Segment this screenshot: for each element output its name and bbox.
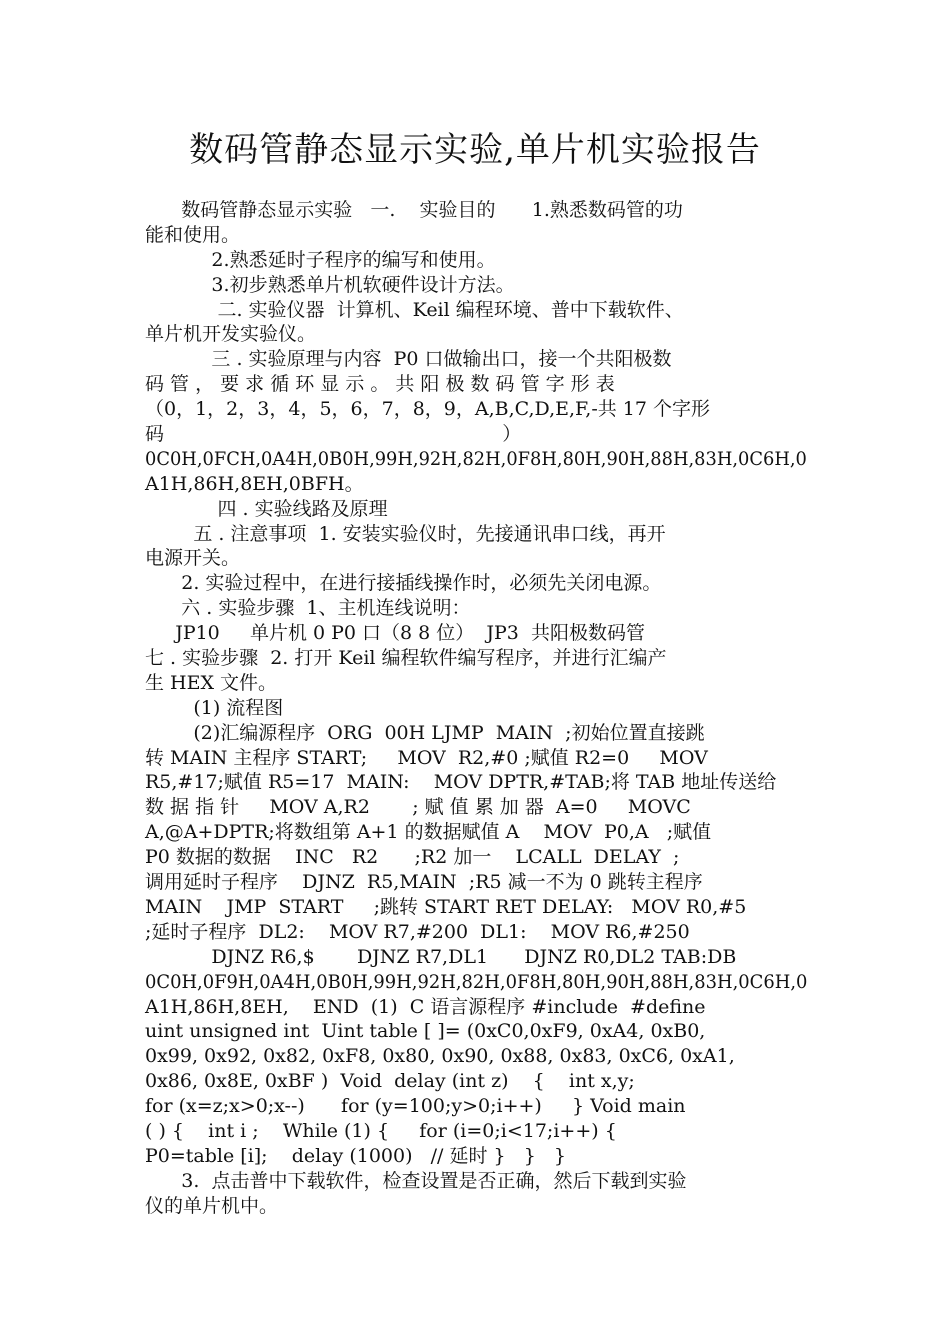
body-line: 数 据 指 针 MOV A,R2 ; 赋 值 累 加 器 A=0 MOVC (145, 796, 691, 819)
body-line: 2. 实验过程中，在进行接插线操作时，必须先关闭电源。 (145, 572, 662, 595)
body-line: A1H,86H,8EH, END (1) C 语言源程序 #include #define (145, 995, 706, 1018)
body-line: 仪的单片机中。 (145, 1194, 279, 1217)
body-line: 四 . 实验线路及原理 (145, 497, 388, 520)
body-line: A,@A+DPTR;将数组第 A+1 的数据赋值 A MOV P0,A ;赋值 (145, 821, 712, 844)
body-line: 2.熟悉延时子程序的编写和使用。 (145, 248, 496, 271)
body-line: A1H,86H,8EH,0BFH。 (145, 472, 364, 495)
body-line: (2)汇编源程序 ORG 00H LJMP MAIN ;初始位置直接跳 (145, 721, 705, 744)
body-line: 码 ） (145, 423, 522, 446)
body-line: 调用延时子程序 DJNZ R5,MAIN ;R5 减一不为 0 跳转主程序 (145, 871, 703, 894)
body-line: 三 . 实验原理与内容 P0 口做输出口，接一个共阳极数 (145, 348, 672, 371)
body-line: 能和使用。 (145, 223, 241, 246)
body-line: P0 数据的数据 INC R2 ;R2 加一 LCALL DELAY ; (145, 846, 680, 869)
body-line: 码 管 ， 要 求 循 环 显 示 。 共 阳 极 数 码 管 字 形 表 (145, 373, 615, 396)
body-line: R5,#17;赋值 R5=17 MAIN: MOV DPTR,#TAB;将 TAB 地址传送给 (145, 771, 777, 794)
body-line: ;延时子程序 DL2: MOV R7,#200 DL1: MOV R6,#250 (145, 920, 690, 943)
document-title: 数码管静态显示实验,单片机实验报告 (189, 130, 761, 170)
body-line: ( ) { int i ; While (1) { for (i=0;i<17;i++) { (145, 1119, 617, 1142)
body-line: 转 MAIN 主程序 START; MOV R2,#0 ;赋值 R2=0 MOV (145, 746, 708, 769)
body-line: for (x=z;x>0;x--) for (y=100;y>0;i++) } Void main (145, 1095, 686, 1118)
body-line: 3.初步熟悉单片机软硬件设计方法。 (145, 273, 515, 296)
body-line: (1) 流程图 (145, 696, 284, 719)
body-line: 生 HEX 文件。 (145, 671, 278, 694)
body-line: MAIN JMP START ;跳转 START RET DELAY: MOV R0,#5 (145, 895, 747, 918)
body-line: 0x99, 0x92, 0x82, 0xF8, 0x80, 0x90, 0x88, 0x83, 0xC6, 0xA1, (145, 1045, 735, 1068)
body-line: 单片机开发实验仪。 (145, 323, 317, 346)
body-line: （0，1，2，3，4，5，6，7，8，9，A,B,C,D,E,F,-共 17 个字形 (145, 398, 710, 421)
body-line: 数码管静态显示实验 一. 实验目的 1.熟悉数码管的功 (145, 199, 683, 221)
body-line: DJNZ R6,$ DJNZ R7,DL1 DJNZ R0,DL2 TAB:DB (145, 945, 737, 968)
body-line: 六 . 实验步骤 1、主机连线说明： (145, 597, 471, 620)
body-line: 0C0H,0FCH,0A4H,0B0H,99H,92H,82H,0F8H,80H,90H,88H,83H,0C6H,0 (145, 447, 807, 470)
body-line: JP10 单片机 0 P0 口（8 8 位） JP3 共阳极数码管 (145, 622, 645, 645)
document-body (145, 198, 807, 1219)
body-line: 二. 实验仪器 计算机、Keil 编程环境、普中下载软件、 (145, 298, 684, 321)
body-line: P0=table [i]; delay (1000) // 延时 } } } (145, 1144, 567, 1167)
body-line: 0x86, 0x8E, 0xBF ) Void delay (int z) { int x,y; (145, 1070, 635, 1093)
body-line: 0C0H,0F9H,0A4H,0B0H,99H,92H,82H,0F8H,80H,90H,88H,83H,0C6H,0 (145, 970, 808, 993)
body-line: 五 . 注意事项 1. 安装实验仪时，先接通讯串口线，再开 (145, 522, 666, 545)
body-line: 七 . 实验步骤 2. 打开 Keil 编程软件编写程序，并进行汇编产 (145, 647, 667, 670)
body-line: uint unsigned int Uint table [ ]= (0xC0,0xF9, 0xA4, 0xB0, (145, 1020, 706, 1043)
body-line: 电源开关。 (145, 547, 241, 570)
body-line: 3. 点击普中下载软件，检查设置是否正确，然后下载到实验 (145, 1169, 687, 1192)
